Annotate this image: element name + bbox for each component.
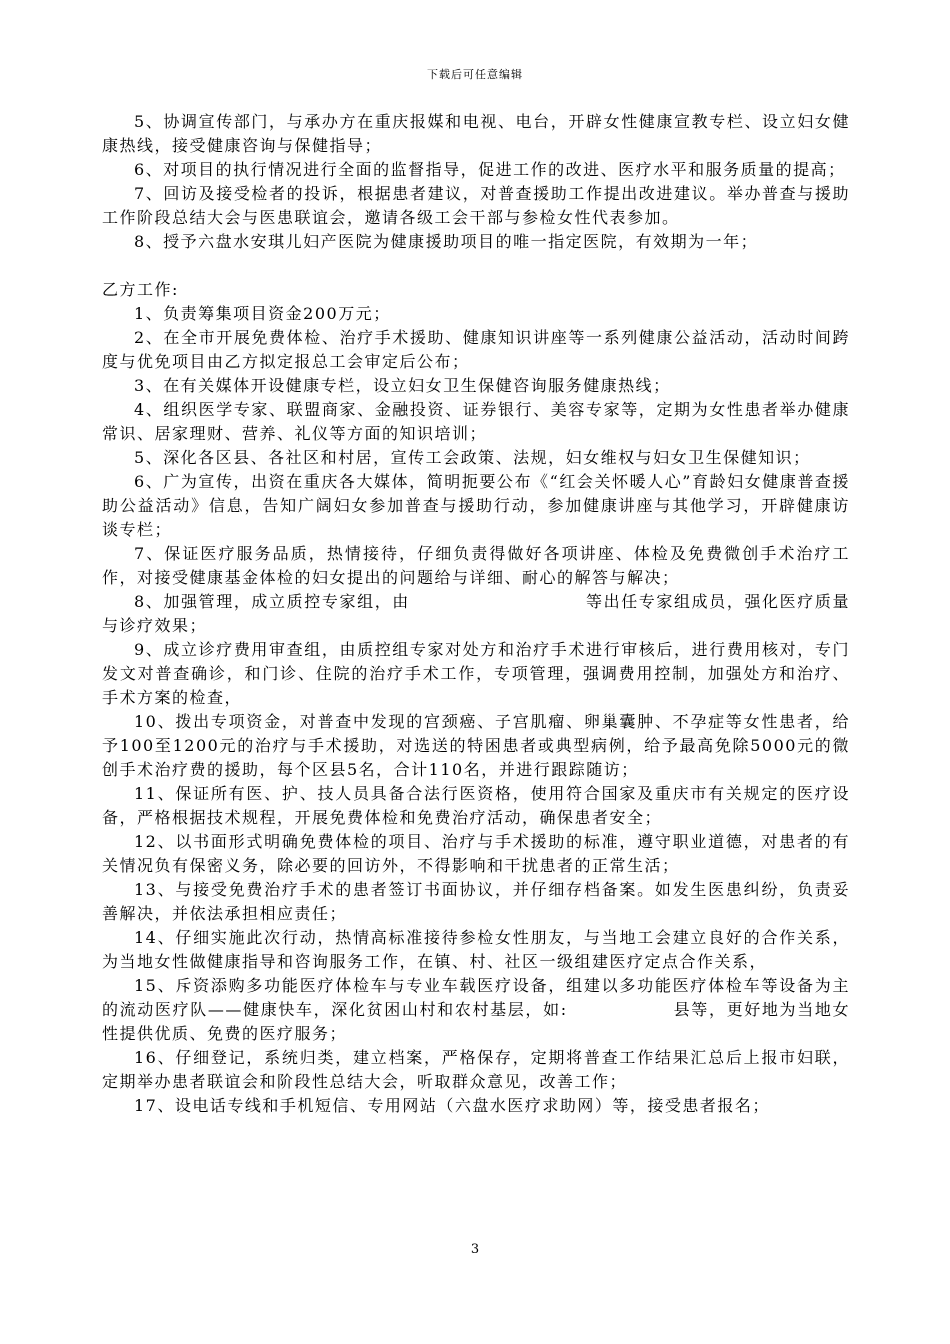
paragraph: 3、在有关媒体开设健康专栏，设立妇女卫生保健咨询服务健康热线；: [134, 376, 671, 395]
paragraph: 2、在全市开展免费体检、治疗手术援助、健康知识讲座等一系列健康公益活动，活动时间跨度与优免项目由乙方拟定报总工会审定后公布；: [102, 328, 850, 371]
paragraph: 10、拨出专项资金，对普查中发现的宫颈癌、子宫肌瘤、卵巢囊肿、不孕症等女性患者，给予100至1200元的治疗与手术援助，对选送的特困患者或典型病例，给予最高免除5000元的微创手术治疗费的援助，每个区县5名，合计110名，并进行跟踪随访；: [102, 712, 850, 779]
paragraph: 13、与接受免费治疗手术的患者签订书面协议，并仔细存档备案。如发生医患纠纷，负责妥善解决，并依法承担相应责任；: [102, 880, 850, 923]
paragraph: 17、设电话专线和手机短信、专用网站（六盘水医疗求助网）等，接受患者报名；: [134, 1096, 770, 1115]
paragraph: 1、负责筹集项目资金200万元；: [134, 304, 391, 323]
page-number: 3: [470, 1242, 480, 1257]
paragraph: 16、仔细登记，系统归类，建立档案，严格保存，定期将普查工作结果汇总后上报市妇联，定期举办患者联谊会和阶段性总结大会，听取群众意见，改善工作；: [102, 1048, 850, 1091]
paragraph: 8、加强管理，成立质控专家组，由 等出任专家组成员，强化医疗质量与诊疗效果；: [102, 592, 850, 635]
paragraph: 9、成立诊疗费用审查组，由质控组专家对处方和治疗手术进行审核后，进行费用核对，专门发文对普查确诊，和门诊、住院的治疗手术工作，专项管理，强调费用控制，加强处方和治疗、手术方案的检查，: [102, 640, 850, 707]
paragraph: 4、组织医学专家、联盟商家、金融投资、证券银行、美容专家等，定期为女性患者举办健康常识、居家理财、营养、礼仪等方面的知识培训；: [102, 400, 850, 443]
paragraph: 6、广为宣传，出资在重庆各大媒体，简明扼要公布《“红会关怀暖人心”育龄妇女健康普查援助公益活动》信息，告知广阔妇女参加普查与援助行动，参加健康讲座与其他学习，开辟健康访谈专栏；: [102, 472, 850, 539]
paragraph: 8、授予六盘水安琪儿妇产医院为健康援助项目的唯一指定医院，有效期为一年；: [134, 232, 759, 251]
paragraph: 5、协调宣传部门，与承办方在重庆报媒和电视、电台，开辟女性健康宣教专栏、设立妇女健康热线，接受健康咨询与保健指导；: [102, 112, 850, 155]
document-body: [102, 110, 850, 1118]
paragraph: 12、以书面形式明确免费体检的项目、治疗与手术援助的标准，遵守职业道德，对患者的有关情况负有保密义务，除必要的回访外，不得影响和干扰患者的正常生活；: [102, 832, 850, 875]
section-title: 乙方工作:: [102, 280, 179, 299]
paragraph: 7、保证医疗服务品质，热情接待，仔细负责得做好各项讲座、体检及免费微创手术治疗工作，对接受健康基金体检的妇女提出的问题给与详细、耐心的解答与解决；: [102, 544, 850, 587]
paragraph: 6、对项目的执行情况进行全面的监督指导，促进工作的改进、医疗水平和服务质量的提高；: [134, 160, 846, 179]
paragraph: 11、保证所有医、护、技人员具备合法行医资格，使用符合国家及重庆市有关规定的医疗设备，严格根据技术规程，开展免费体检和免费治疗活动，确保患者安全；: [102, 784, 850, 827]
paragraph: 5、深化各区县、各社区和村居，宣传工会政策、法规，妇女维权与妇女卫生保健知识；: [134, 448, 811, 467]
spacer: [102, 254, 850, 278]
page-header: 下载后可任意编辑: [427, 68, 523, 81]
paragraph: 14、仔细实施此次行动，热情高标准接待参检女性朋友，与当地工会建立良好的合作关系，为当地女性做健康指导和咨询服务工作，在镇、村、社区一级组建医疗定点合作关系，: [102, 928, 850, 971]
paragraph: 7、回访及接受检者的投诉，根据患者建议，对普查援助工作提出改进建议。举办普查与援助工作阶段总结大会与医患联谊会，邀请各级工会干部与参检女性代表参加。: [102, 184, 850, 227]
paragraph: 15、斥资添购多功能医疗体检车与专业车载医疗设备，组建以多功能医疗体检车等设备为主的流动医疗队——健康快车，深化贫困山村和农村基层，如: 县等，更好地为当地女性提供优质、免费的医疗服务；: [102, 976, 850, 1043]
